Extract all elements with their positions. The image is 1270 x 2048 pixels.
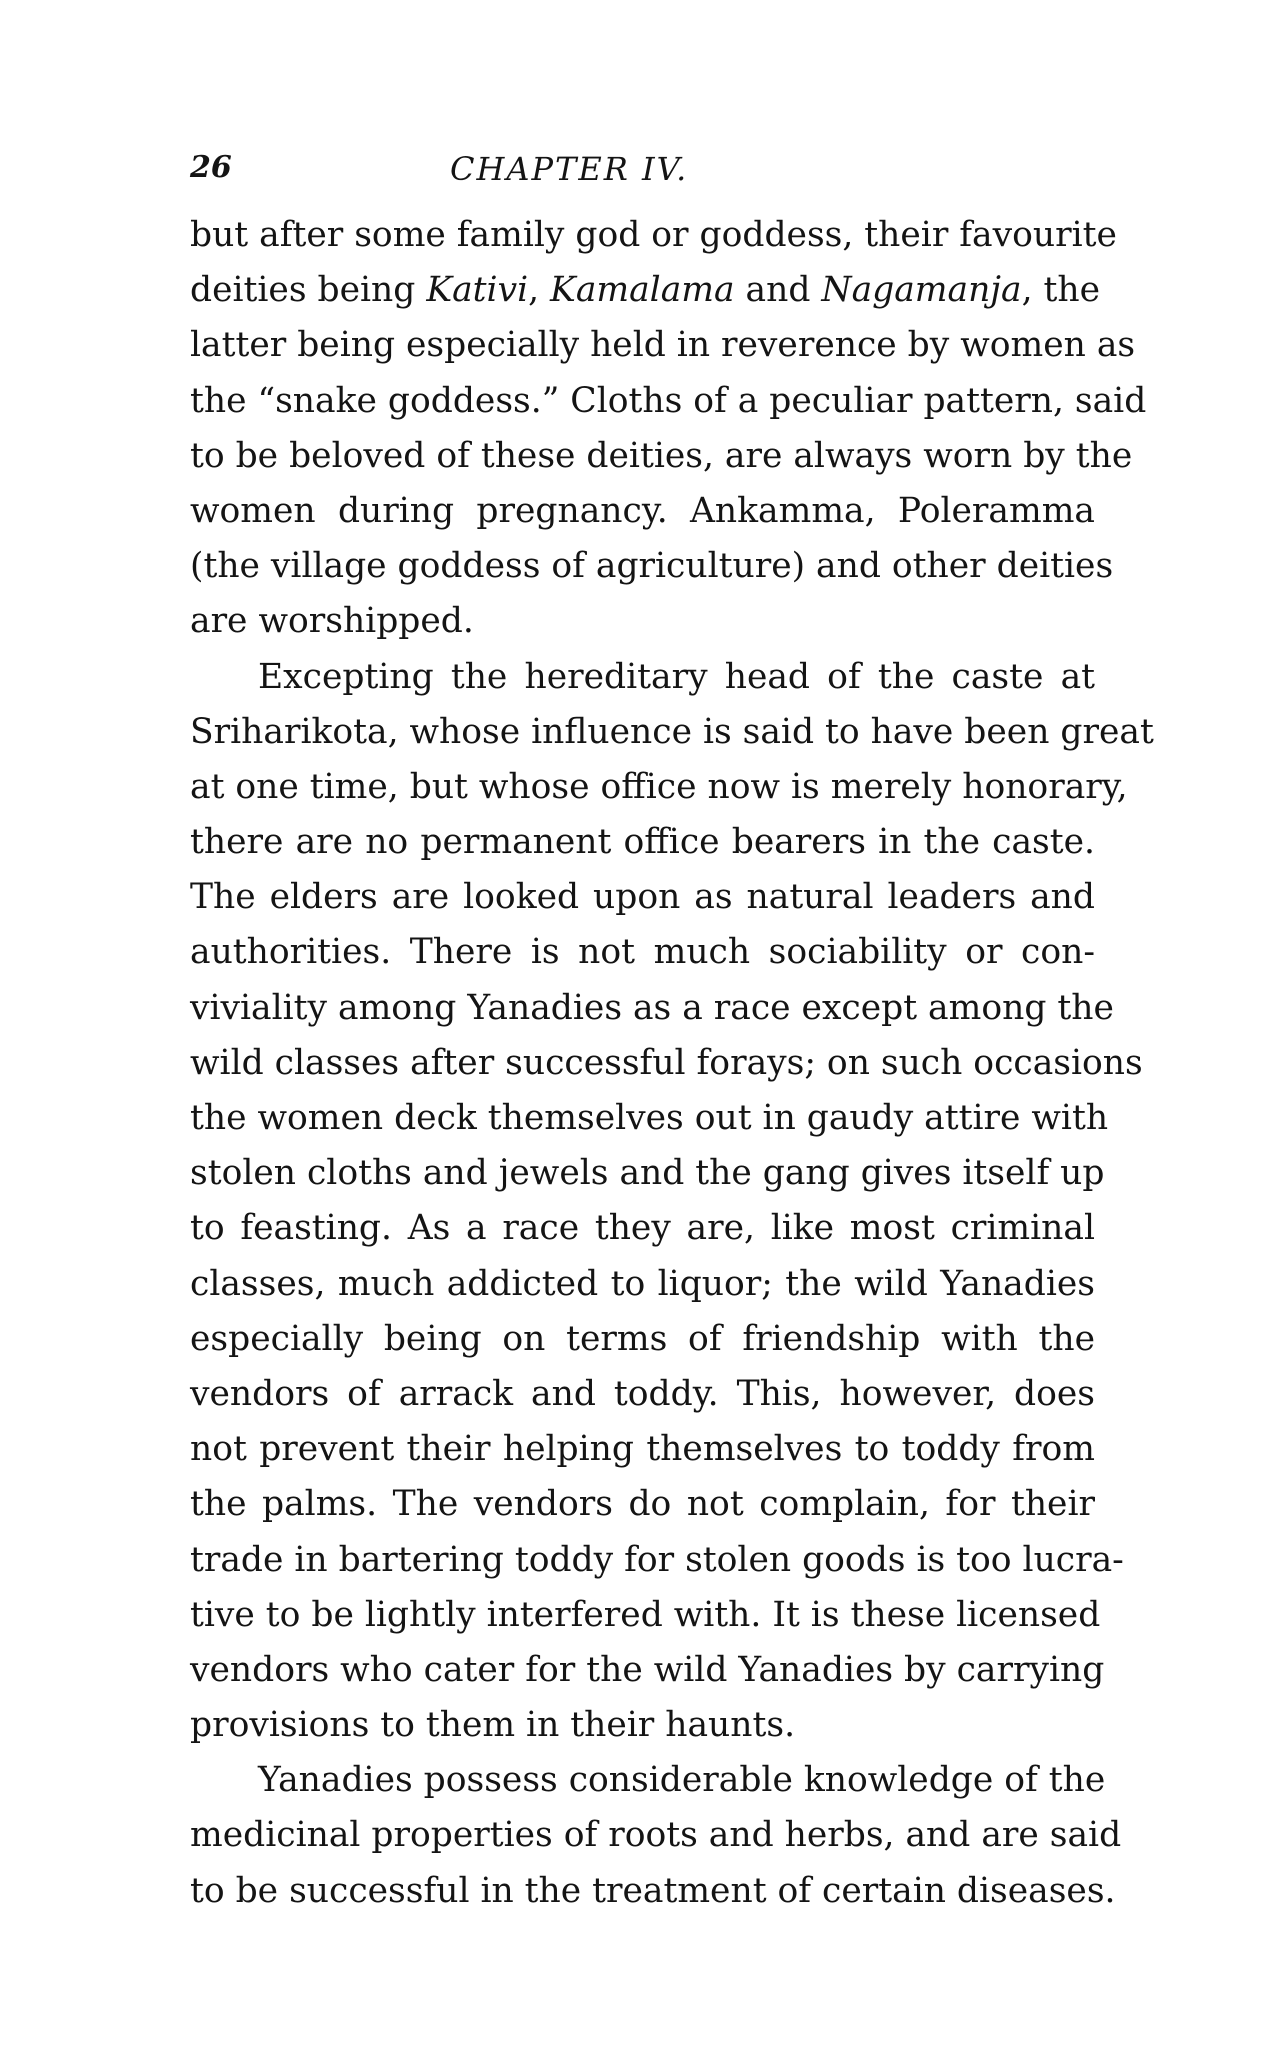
- text-line: wild classes after successful forays; on such occasions: [190, 1042, 1143, 1083]
- text-line: deities being Kativi, Kamalama and Nagamanja, the: [190, 270, 1100, 311]
- text-line: Sriharikota, whose influence is said to have been great: [190, 711, 1154, 752]
- text-line: stolen cloths and jewels and the gang gives itself up: [190, 1153, 1105, 1194]
- text-line: to feasting. As a race they are, like most criminal: [190, 1208, 1095, 1249]
- text-line: especially being on terms of friendship with the: [190, 1318, 1095, 1359]
- text-line: Yanadies possess considerable knowledge of the: [258, 1760, 1106, 1801]
- text-line: the women deck themselves out in gaudy attire with: [190, 1098, 1109, 1138]
- text-line: tive to be lightly interfered with. It is these licensed: [190, 1594, 1101, 1635]
- text-line: classes, much addicted to liquor; the wild Yanadies: [190, 1263, 1095, 1304]
- text-line: authorities. There is not much sociability or con-: [190, 932, 1095, 973]
- text-line: to be successful in the treatment of certain diseases.: [190, 1870, 1116, 1911]
- text-line: but after some family god or goddess, their favourite: [190, 215, 1117, 255]
- deity-name: Kamalama: [550, 270, 735, 311]
- text-line: to be beloved of these deities, are always worn by the: [190, 435, 1133, 476]
- text-line: are worshipped.: [190, 601, 474, 642]
- text-line: medicinal properties of roots and herbs, and are said: [190, 1815, 1122, 1856]
- text-line: viviality among Yanadies as a race except among the: [190, 987, 1114, 1028]
- text-line: the “snake goddess.” Cloths of a peculiar pattern, said: [190, 380, 1147, 421]
- text-line: vendors of arrack and toddy. This, however, does: [190, 1373, 1095, 1414]
- body-text: [190, 208, 1154, 1919]
- text-line: not prevent their helping themselves to toddy from: [190, 1429, 1095, 1470]
- text-line: the palms. The vendors do not complain, for their: [190, 1484, 1095, 1525]
- running-head: [190, 150, 1095, 190]
- chapter-title: CHAPTER IV.: [450, 150, 689, 188]
- text-line: provisions to them in their haunts.: [190, 1705, 796, 1746]
- text-line: Excepting the hereditary head of the caste at: [258, 656, 1095, 697]
- text-line: vendors who cater for the wild Yanadies by carrying: [190, 1649, 1105, 1690]
- text-line: latter being especially held in reverence by women as: [190, 325, 1136, 366]
- text-line: (the village goddess of agriculture) and other deities: [190, 546, 1114, 587]
- text-line: The elders are looked upon as natural leaders and: [190, 877, 1095, 918]
- text-line: at one time, but whose office now is merely honorary,: [190, 766, 1128, 807]
- deity-name: Nagamanja: [821, 270, 1022, 311]
- text-line: trade in bartering toddy for stolen goods is too lucra-: [190, 1539, 1124, 1580]
- page-number: 26: [190, 150, 232, 185]
- deity-name: Kativi: [426, 270, 529, 311]
- text-line: there are no permanent office bearers in the caste.: [190, 822, 1095, 863]
- text-line: women during pregnancy. Ankamma, Poleramma: [190, 490, 1095, 531]
